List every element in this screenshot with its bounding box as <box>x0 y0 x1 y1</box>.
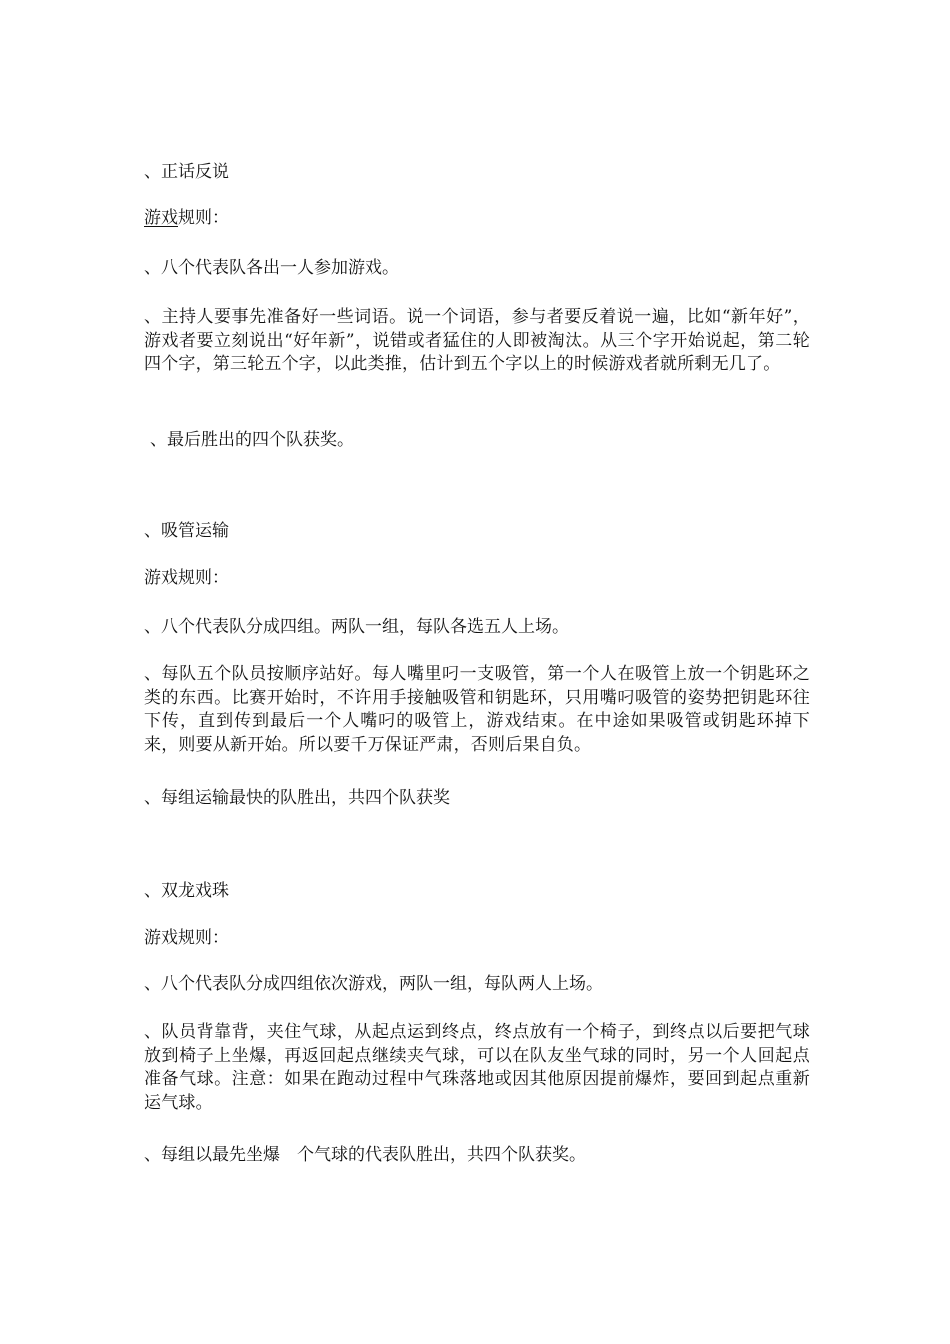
section-1-title: 、正话反说 <box>144 162 229 182</box>
section-2-title: 、吸管运输 <box>144 521 229 541</box>
section-1-item-2: 、主持人要事先准备好一些词语。说一个词语，参与者要反着说一遍，比如“新年好”，游戏者要立刻说出“好年新”，说错或者猛住的人即被淘汰。从三个字开始说起，第二轮四个字，第三轮五个字，以此类推，估计到五个字以上的时候游戏者就所剩无几了。 <box>144 307 810 374</box>
rules-heading-rest: 规则： <box>178 208 229 228</box>
section-1-item-3: 、最后胜出的四个队获奖。 <box>150 430 354 450</box>
section-3-item-2: 、队员背靠背，夹住气球，从起点运到终点，终点放有一个椅子，到终点以后要把气球放到椅子上坐爆，再返回起点继续夹气球，可以在队友坐气球的同时，另一个人回起点准备气球。注意：如果在跑动过程中气珠落地或因其他原因提前爆炸，要回到起点重新运气球。 <box>144 1022 810 1113</box>
rules-heading-underlined: 游戏 <box>144 208 178 228</box>
section-3-item-1: 、八个代表队分成四组依次游戏，两队一组，每队两人上场。 <box>144 974 603 994</box>
section-2-item-3: 、每组运输最快的队胜出，共四个队获奖 <box>144 788 450 808</box>
section-1-rules-heading <box>144 206 812 230</box>
section-3-title: 、双龙戏珠 <box>144 881 229 901</box>
section-2-item-2: 、每队五个队员按顺序站好。每人嘴里叼一支吸管，第一个人在吸管上放一个钥匙环之类的东西。比赛开始时，不许用手接触吸管和钥匙环，只用嘴叼吸管的姿势把钥匙环往下传，直到传到最后一个人嘴叼的吸管上，游戏结束。在中途如果吸管或钥匙环掉下来，则要从新开始。所以要千万保证严肃，否则后果自负。 <box>144 664 810 755</box>
section-3-item-3: 、每组以最先坐爆 个气球的代表队胜出，共四个队获奖。 <box>144 1145 586 1165</box>
section-1-item-1: 、八个代表队各出一人参加游戏。 <box>144 258 399 278</box>
section-2-rules-heading: 游戏规则： <box>144 568 229 588</box>
section-3-rules-heading: 游戏规则： <box>144 928 229 948</box>
section-2-item-1: 、八个代表队分成四组。两队一组，每队各选五人上场。 <box>144 617 569 637</box>
